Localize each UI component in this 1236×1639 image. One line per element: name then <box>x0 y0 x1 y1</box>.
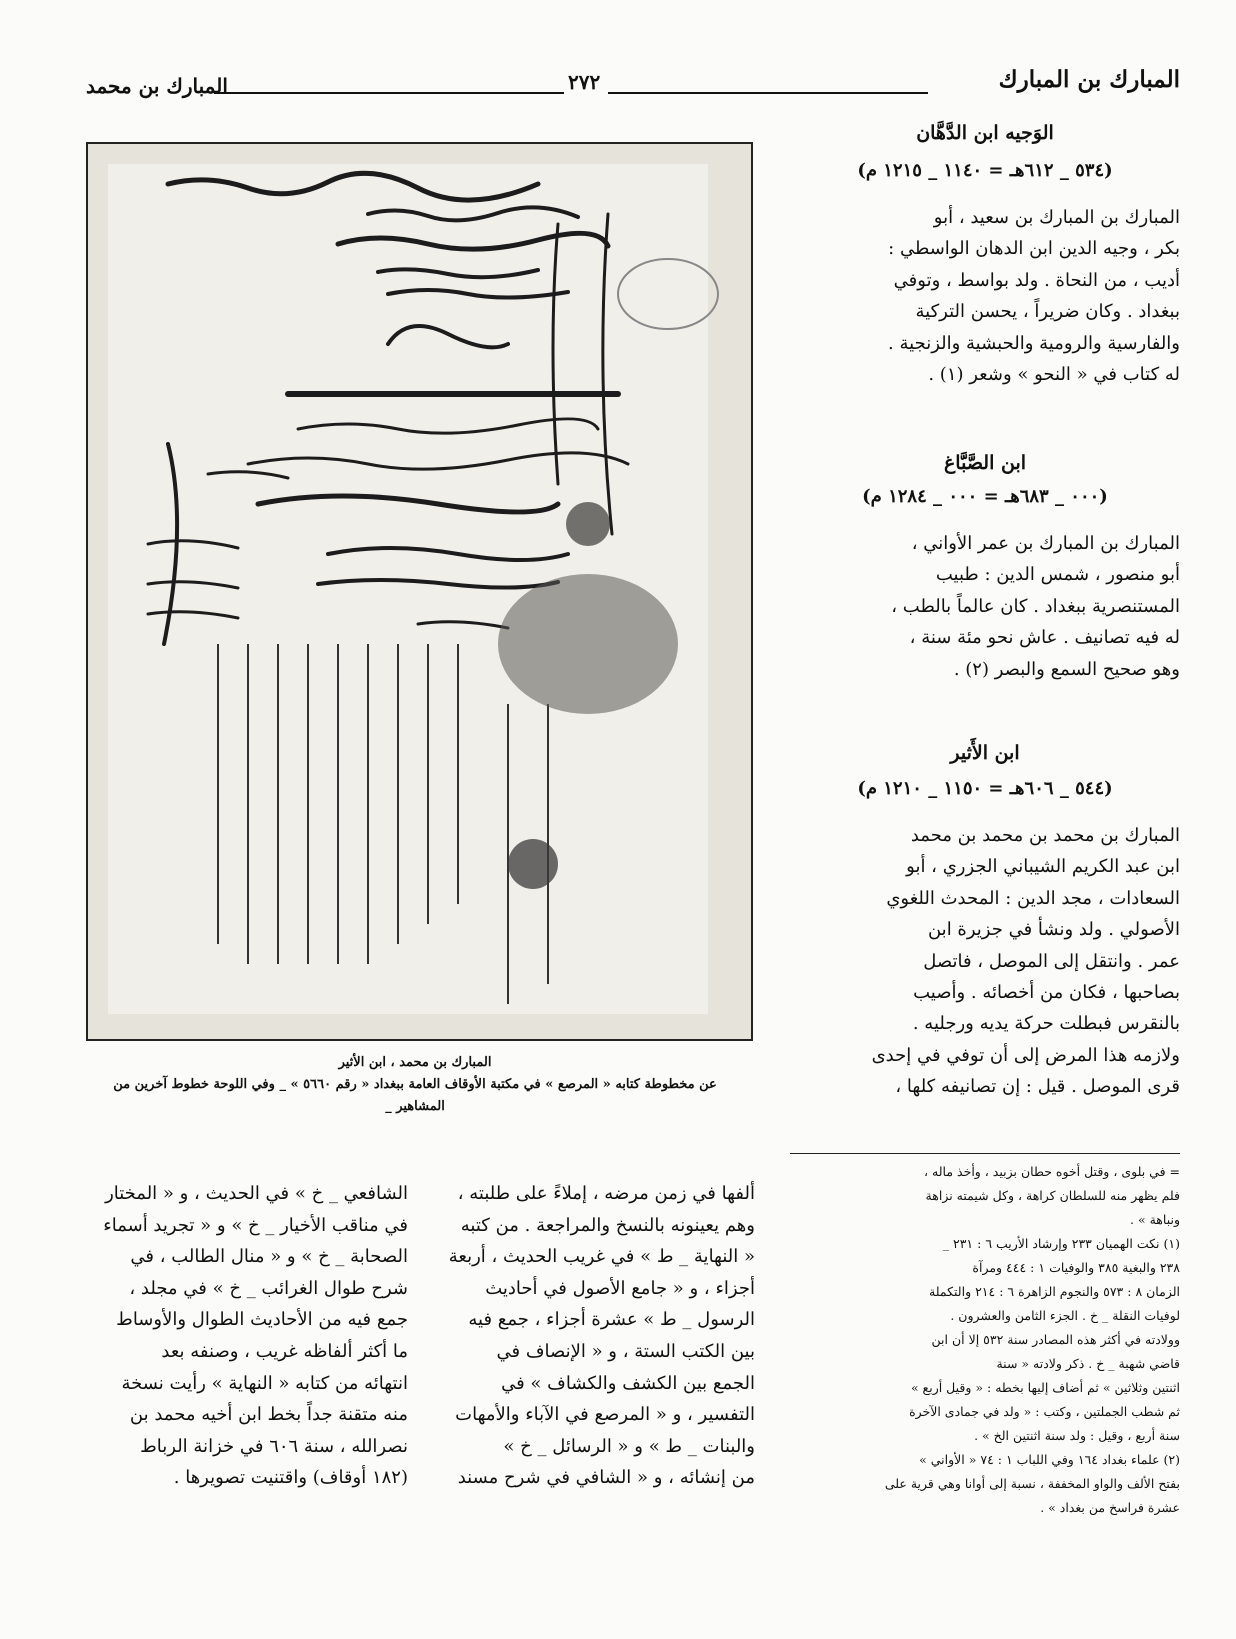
body-line: « النهاية _ ط » في غريب الحديث ، أربعة <box>448 1246 755 1268</box>
body-line: السعادات ، مجد الدين : المحدث اللغوي <box>886 887 1180 909</box>
body-line: من إنشائه ، و « الشافي في شرح مسند <box>457 1467 755 1489</box>
footnote-line: الزمان ٨ : ٥٧٣ والنجوم الزاهرة ٦ : ٢١٤ والتكملة <box>929 1284 1180 1299</box>
body-line: المستنصرية ببغداد . كان عالماً بالطب ، <box>891 595 1180 617</box>
body-line: ولازمه هذا المرض إلى أن توفي في إحدى <box>871 1044 1180 1066</box>
body-line: أديب ، من النحاة . ولد بواسط ، وتوفي <box>893 269 1180 291</box>
body-line: بين الكتب الستة ، و « الإنصاف في <box>496 1340 755 1362</box>
body-line: نصرالله ، سنة ٦٠٦ في خزانة الرباط <box>140 1435 408 1457</box>
body-line: الأصولي . ولد ونشأ في جزيرة ابن <box>927 919 1180 941</box>
footnote-line: ونباهة » . <box>1130 1212 1180 1227</box>
body-line: له فيه تصانيف . عاش نحو مئة سنة ، <box>909 627 1180 649</box>
footnote-line: ٢٣٨ والبغية ٣٨٥ والوفيات ١ : ٤٤٤ ومرآة <box>972 1260 1180 1275</box>
entry-dates: (٥٤٤ _ ٦٠٦هـ = ١١٥٠ _ ١٢١٠ م) <box>857 778 1113 799</box>
body-line: بصاحبها ، فكان من أخصائه . وأصيب <box>913 982 1180 1004</box>
footnote-line: فلم يظهر منه للسلطان كراهة ، وكل شيمته نزاهة <box>925 1188 1180 1203</box>
body-line: الرسول _ ط » عشرة أجزاء ، جمع فيه <box>468 1309 755 1331</box>
body-line: في مناقب الأخيار _ خ » و « تجريد أسماء <box>103 1214 408 1236</box>
body-line: ابن عبد الكريم الشيباني الجزري ، أبو <box>906 856 1180 878</box>
body-line: والفارسية والرومية والحبشية والزنجية . <box>888 332 1180 354</box>
footnote-line: لوفيات النقلة _ خ . الجزء الثامن والعشرون . <box>950 1308 1180 1323</box>
entry-body <box>794 528 1180 685</box>
body-line: التفسير ، و « المرصع في الآباء والأمهات <box>455 1404 755 1426</box>
body-line: جمع فيه من الأحاديث الطوال والأوساط <box>116 1309 408 1331</box>
caption-line: عن مخطوطة كتابه « المرصع » في مكتبة الأوقاف العامة ببغداد « رقم ٥٦٦٠ » _ وفي اللوحة خطوط آخرين من <box>113 1077 717 1092</box>
body-line: (١٨٢ أوقاف) واقتنيت تصويرها . <box>173 1467 408 1489</box>
body-line: الصحابة _ خ » و « منال الطالب ، في <box>130 1246 408 1268</box>
body-line: انتهائه من كتابه « النهاية » رأيت نسخة <box>121 1372 408 1394</box>
entry-dates: (٠٠٠ _ ٦٨٣هـ = ٠٠٠ _ ١٢٨٤ م) <box>862 486 1108 507</box>
footnote-line: بفتح الألف والواو المخففة ، نسبة إلى أوانا وهي قرية على <box>884 1476 1180 1491</box>
footnotes <box>786 1160 1180 1520</box>
body-line: ببغداد . وكان ضريراً ، يحسن التركية <box>915 301 1180 323</box>
manuscript-image <box>88 144 751 1039</box>
footnote-line: (٢) علماء بغداد ١٦٤ وفي اللباب ١ : ٧٤ « الأواني » <box>919 1452 1180 1467</box>
text-column-middle <box>437 1178 755 1494</box>
body-line: المبارك بن المبارك بن عمر الأواني ، <box>911 533 1180 554</box>
running-head-left: المبارك بن محمد <box>86 74 228 98</box>
manuscript-photo <box>86 142 753 1041</box>
body-line: ما أكثر ألفاظه غريب ، وصنفه بعد <box>161 1340 408 1362</box>
entry-body <box>794 820 1180 1103</box>
caption-line: المشاهير _ <box>385 1099 445 1114</box>
body-line: منه متقنة جداً بخط ابن أخيه محمد بن <box>129 1404 408 1426</box>
footnote-line: اثنتين وثلاثين » ثم أضاف إليها بخطه : « وقيل أربع » <box>910 1380 1180 1395</box>
body-line: عمر . وانتقل إلى الموصل ، فاتصل <box>923 950 1180 972</box>
body-line: وهو صحيح السمع والبصر (٢) . <box>953 658 1180 680</box>
body-line: قرى الموصل . قيل : إن تصانيفه كلها ، <box>895 1076 1180 1098</box>
body-line: أبو منصور ، شمس الدين : طبيب <box>935 564 1180 586</box>
page-number: ٢٧٢ <box>568 70 601 94</box>
entry-heading: ابن الصَّبَّاغ <box>943 452 1027 474</box>
running-head-right: المبارك بن المبارك <box>998 66 1180 93</box>
photo-caption <box>80 1052 750 1118</box>
body-line: أجزاء ، و « جامع الأصول في أحاديث <box>485 1277 755 1299</box>
body-line: المبارك بن محمد بن محمد بن محمد <box>910 825 1180 846</box>
body-line: وهم يعينونه بالنسخ والمراجعة . من كتبه <box>460 1214 755 1236</box>
body-line: الشافعي _ خ » في الحديث ، و « المختار <box>105 1183 408 1204</box>
header-rule-left <box>214 92 564 94</box>
footnote-line: (١) نكت الهميان ٢٣٣ وإرشاد الأريب ٦ : ٢٣١ _ <box>942 1236 1180 1251</box>
body-line: المبارك بن المبارك بن سعيد ، أبو <box>933 207 1180 228</box>
header-rule-right <box>608 92 928 94</box>
body-line: الجمع بين الكشف والكشاف » في <box>501 1372 755 1394</box>
footnote-rule <box>790 1153 1180 1154</box>
body-line: والبنات _ ط » و « الرسائل _ خ » <box>503 1435 755 1457</box>
body-line: بالنقرس فبطلت حركة يديه ورجليه . <box>912 1013 1180 1035</box>
entry-heading: ابن الأَثير <box>950 742 1020 764</box>
footnote-line: ثم شطب الجملتين ، وكتب : « ولد في جمادى الآخرة <box>909 1404 1180 1419</box>
entry-body <box>794 202 1180 390</box>
entry-heading: الوَجيه ابن الدَّهَّان <box>916 122 1054 144</box>
footnote-line: سنة أربع ، وقيل : ولد سنة اثنتين الخ » . <box>974 1428 1180 1443</box>
footnote-line: وولادته في أكثر هذه المصادر سنة ٥٣٢ إلا أن ابن <box>931 1332 1180 1347</box>
body-line: بكر ، وجيه الدين ابن الدهان الواسطي : <box>888 238 1180 260</box>
footnote-line: عشرة فراسخ من بغداد » . <box>1040 1500 1180 1515</box>
body-line: ألفها في زمن مرضه ، إملاءً على طلبته ، <box>457 1183 755 1204</box>
caption-line: المبارك بن محمد ، ابن الأثير <box>338 1055 492 1070</box>
body-line: شرح طوال الغرائب _ خ » في مجلد ، <box>129 1277 408 1299</box>
entry-dates: (٥٣٤ _ ٦١٢هـ = ١١٤٠ _ ١٢١٥ م) <box>857 160 1113 181</box>
footnote-line: = في بلوى ، وقتل أخوه حطان بزبيد ، وأخذ ماله ، <box>924 1164 1180 1179</box>
body-line: له كتاب في « النحو » وشعر (١) . <box>928 364 1180 386</box>
text-column-left <box>86 1178 408 1494</box>
footnote-line: قاضي شهبة _ خ . ذكر ولادته « سنة <box>996 1356 1180 1371</box>
